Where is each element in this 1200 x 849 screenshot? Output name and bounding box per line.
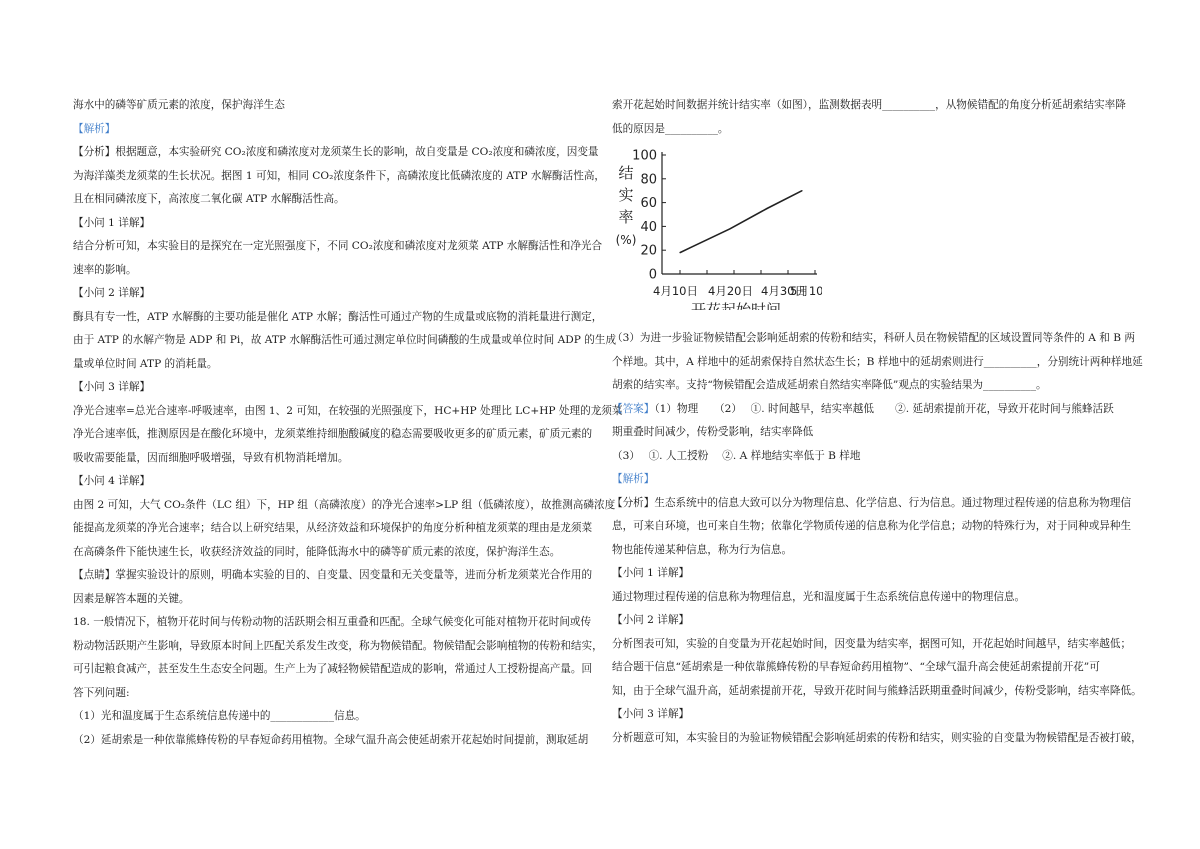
text-line: 能提高龙须菜的净光合速率；结合以上研究结果，从经济效益和环境保护的角度分析种植龙须菜的理由是龙须菜 xyxy=(73,522,593,534)
text-line: 【点睛】掌握实验设计的原则，明确本实验的目的、自变量、因变量和无关变量等，进而分析龙须菜光合作用的 xyxy=(73,569,593,581)
text-line: 吸收需要能量，因而细胞呼吸增强，导致有机物消耗增加。 xyxy=(73,451,349,464)
text-line: 息，可来自环境，也可来自生物；依靠化学物质传递的信息称为化学信息；动物的特殊行为，对于同种或异种生 xyxy=(612,520,1132,532)
text-line: 个样地。其中，A 样地中的延胡索保持自然状态生长；B 样地中的延胡索则进行__________，分别统计两种样地延 xyxy=(612,355,1143,368)
text-line: （2）延胡索是一种依靠熊蜂传粉的早春短命药用植物。全球气温升高会使延胡索开花起始时间提前，测取延胡 xyxy=(73,733,589,746)
text-line: 净光合速率=总光合速率-呼吸速率，由图 1、2 可知，在较强的光照强度下，HC+HP 处理比 LC+HP 处理的龙须菜 xyxy=(73,404,623,417)
text-line: 答下列问题: xyxy=(73,686,130,699)
fruit-set-chart xyxy=(612,140,822,310)
text-line: 因素是解答本题的关键。 xyxy=(73,592,190,605)
answer-text: （1）物理 （2） ①. 时间越早，结实率越低 ②. 延胡索提前开花，导致开花时间与熊蜂活跃 xyxy=(654,402,1114,415)
text-line: 【小问 3 详解】 xyxy=(612,708,690,720)
y-axis-title-char: 实 xyxy=(618,186,634,204)
y-tick-label: 20 xyxy=(640,243,657,259)
x-axis-title: 开花起始时间 xyxy=(690,301,782,310)
text-line: 为海洋藻类龙须菜的生长状况。据图 1 可知，相同 CO₂浓度条件下，高磷浓度比低磷浓度的 ATP 水解酶活性高， xyxy=(73,169,606,182)
text-line: 【小问 1 详解】 xyxy=(612,567,690,579)
text-line xyxy=(612,402,1132,416)
text-line: 索开花起始时间数据并统计结实率（如图），监测数据表明__________，从物候错配的角度分析延胡索结实率降 xyxy=(612,99,1126,111)
text-line: 净光合速率低，推测原因是在酸化环境中，龙须菜维持细胞酸碱度的稳态需要吸收更多的矿质元素，矿质元素的 xyxy=(73,428,593,440)
text-line: 且在相同磷浓度下，高浓度二氧化碳 ATP 水解酶活性高。 xyxy=(73,193,345,205)
y-axis-title-char: 率 xyxy=(618,208,634,226)
text-line: 【分析】生态系统中的信息大致可以分为物理信息、化学信息、行为信息。通过物理过程传递的信息称为物理信 xyxy=(612,496,1132,509)
x-tick-label: 4月10日 xyxy=(653,284,698,298)
text-line: （3） ①. 人工授粉 ②. A 样地结实率低于 B 样地 xyxy=(612,449,861,462)
text-line: 分析图表可知，实验的自变量为开花起始时间，因变量为结实率，据图可知，开花起始时间越早，结实率越低； xyxy=(612,637,1132,650)
y-tick-label: 60 xyxy=(640,196,657,212)
text-line: 【小问 3 详解】 xyxy=(73,381,151,393)
y-tick-label: 100 xyxy=(632,148,657,164)
x-tick-label: 4月30日 xyxy=(761,284,806,298)
text-line: 速率的影响。 xyxy=(73,263,137,276)
y-tick-label: 0 xyxy=(648,267,657,283)
text-line: 胡索的结实率。支持“物候错配会造成延胡索自然结实率降低”观点的实验结果为__________。 xyxy=(612,379,1047,391)
text-line: 酶具有专一性，ATP 水解酶的主要功能是催化 ATP 水解；酶活性可通过产物的生成量或底物的消耗量进行测定， xyxy=(73,310,603,323)
text-line: 【解析】 xyxy=(73,122,116,135)
text-line: 分析题意可知，本实验目的为验证物候错配会影响延胡索的传粉和结实，则实验的自变量为物候错配是否被打破， xyxy=(612,731,1142,744)
y-tick-label: 80 xyxy=(640,172,657,188)
x-tick-label: 5月10 xyxy=(790,284,822,298)
data-point xyxy=(679,252,680,253)
text-line: 由于 ATP 的水解产物是 ADP 和 Pi，故 ATP 水解酶活性可通过测定单位时间磷酸的生成量或单位时间 ADP 的生成 xyxy=(73,334,617,346)
chart-svg xyxy=(612,140,822,310)
data-point xyxy=(801,190,802,191)
text-line: 18. 一般情况下，植物开花时间与传粉动物的活跃期会相互重叠和匹配。全球气候变化可能对植物开花时间或传 xyxy=(73,616,592,628)
text-line: 物也能传递某种信息，称为行为信息。 xyxy=(612,543,793,556)
text-line: 量或单位时间 ATP 的消耗量。 xyxy=(73,357,218,370)
text-line: 海水中的磷等矿质元素的浓度，保护海洋生态 xyxy=(73,99,285,111)
x-tick-label: 4月20日 xyxy=(708,284,753,298)
text-line: 期重叠时间减少，传粉受影响，结实率降低 xyxy=(612,426,814,438)
fruit-set-line xyxy=(680,191,802,253)
text-line: 粉动物活跃期产生影响，导致原本时间上匹配关系发生改变，称为物候错配。物候错配会影响植物的传粉和结实， xyxy=(73,639,603,652)
text-line: 知，由于全球气温升高，延胡索提前开花，导致开花时间与熊蜂活跃期重叠时间减少，传粉受影响，结实率降低。 xyxy=(612,684,1142,697)
text-line: 由图 2 可知，大气 CO₂条件（LC 组）下，HP 组（高磷浓度）的净光合速率>LP 组（低磷浓度），故推测高磷浓度 xyxy=(73,498,616,511)
y-tick-label: 40 xyxy=(640,219,657,235)
text-line: 结合分析可知，本实验目的是探究在一定光照强度下，不同 CO₂浓度和磷浓度对龙须菜 ATP 水解酶活性和净光合 xyxy=(73,240,603,252)
text-line: 结合题干信息“延胡索是一种依靠熊蜂传粉的早春短命药用植物”、“全球气温升高会使延胡索提前开花”可 xyxy=(612,661,1100,673)
y-axis-title-char: (%) xyxy=(615,233,637,247)
text-line: 【解析】 xyxy=(612,473,655,485)
y-axis-title-char: 结 xyxy=(618,164,634,182)
text-line: 【小问 1 详解】 xyxy=(73,216,151,229)
text-line: 【分析】根据题意，本实验研究 CO₂浓度和磷浓度对龙须菜生长的影响，故自变量是 CO₂浓度和磷浓度，因变量 xyxy=(73,146,599,158)
text-line: 通过物理过程传递的信息称为物理信息，光和温度属于生态系统信息传递中的物理信息。 xyxy=(612,590,1026,603)
text-line: 低的原因是__________。 xyxy=(612,122,729,135)
text-line: 在高磷条件下能快速生长，收获经济效益的同时，能降低海水中的磷等矿质元素的浓度，保护海洋生态。 xyxy=(73,545,561,558)
answer-label: 【答案】 xyxy=(612,402,655,415)
text-line: 【小问 2 详解】 xyxy=(73,287,151,299)
data-point xyxy=(689,247,690,248)
text-line: （1）光和温度属于生态系统信息传递中的____________信息。 xyxy=(73,710,366,722)
text-line: 【小问 2 详解】 xyxy=(612,614,690,626)
text-line: （3）为进一步验证物候错配会影响延胡索的传粉和结实，科研人员在物候错配的区域设置同等条件的 A 和 B 两 xyxy=(612,332,1135,344)
text-line: 【小问 4 详解】 xyxy=(73,475,151,487)
text-line: 可引起粮食减产，甚至发生生态安全问题。生产上为了减轻物候错配造成的影响，常通过人工授粉提高产量。回 xyxy=(73,663,593,675)
data-point xyxy=(729,228,730,229)
data-point xyxy=(766,208,767,209)
